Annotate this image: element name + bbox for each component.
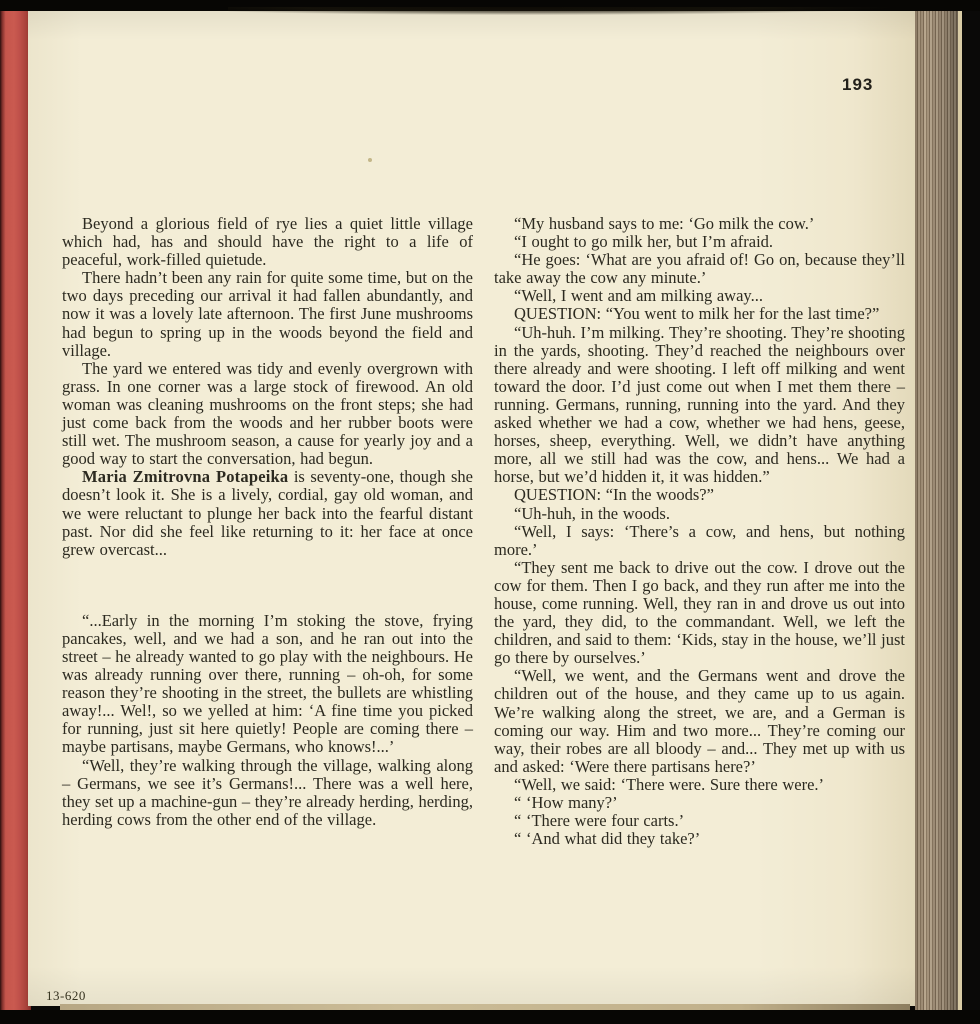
paragraph: The yard we entered was tidy and evenly overgrown with grass. In one corner was a large stock of firewood. An old woman was cleaning mushrooms on the front steps; she had just come back from the woods and her rubber boots were still wet. The mushroom season, a cause for yearly joy and a good way to start the conversation, had begun. xyxy=(62,358,473,469)
paragraph: “...Early in the morning I’m stoking the stove, frying pancakes, well, and we had a son, and he ran out into the street – he already wanted to go play with the neighbours. He was already running over there, running – oh-oh, for some reason they’re shooting in the street, the bullets are whistling away!... Wel!, so we yelled at him: ‘A fine time you picked for running, just sit here quietly! People are coming there – maybe partisans, maybe Germans, who knows!...’ xyxy=(62,610,473,757)
paragraph: “Well, they’re walking through the village, walking along – Germans, we see it’s Germans!... There was a well here, they set up a machine-gun – they’re already herding, herding, herding cows from the other end of the village. xyxy=(62,755,473,829)
paragraph: “I ought to go milk her, but I’m afraid. xyxy=(514,232,774,252)
column-left xyxy=(62,215,473,848)
bottom-shadow-strip xyxy=(0,1010,980,1024)
paragraph: QUESTION: “In the woods?” xyxy=(514,485,714,505)
page-number: 193 xyxy=(842,75,874,94)
paragraph: There hadn’t been any rain for quite some time, but on the two days preceding our arrival it had fallen abundantly, and now it was a lovely late afternoon. The first June mushrooms had begun to spring up in the woods beyond the field and village. xyxy=(62,268,473,360)
paragraph: QUESTION: “You went to milk her for the last time?” xyxy=(514,304,880,324)
paragraph: “Uh-huh. I’m milking. They’re shooting. They’re shooting in the yards, shooting. They’d reached the neighbours over there already and were shooting. I left off milking and went toward the door. I’d just come out when I met them there – running. Germans, running, running into the yard. And they asked whether we had a cow, whether we had hens, geese, horses, sheep, everything. Well, we didn’t have anything more, all we still had was the cow, and hens... We had a horse, but we’d hidden it, it was hidden.” xyxy=(494,322,905,487)
paragraph: “Uh-huh, in the woods. xyxy=(514,503,670,523)
paragraph: Beyond a glorious field of rye lies a quiet little village which had, has and should have the right to a life of peaceful, work-filled quietude. xyxy=(62,214,473,270)
paragraph: “My husband says to me: ‘Go milk the cow.’ xyxy=(514,214,815,233)
paragraph: Maria Zmitrovna Potapeika is seventy-one, though she doesn’t look it. She is a lively, cordial, gay old woman, and we were reluctant to plunge her back into the fearful distant past. Nor did she feel like returning to it: her face at once grew overcast... xyxy=(62,467,473,559)
paragraph: “ ‘How many?’ xyxy=(514,793,618,812)
book-spine xyxy=(0,8,31,1010)
page-sheet xyxy=(28,10,915,1006)
paragraph: “Well, we went, and the Germans went and drove the children out of the house, and they came up to us again. We’re walking along the street, we are, and a German is coming our way. Him and two more... They’re coming our way, their robes are all bloody – and... They met up with us and asked: ‘Were there partisans here?’ xyxy=(494,666,905,776)
paragraph: “Well, I went and am milking away... xyxy=(514,286,763,306)
interviewee-name: Maria Zmitrovna Potapeika xyxy=(82,467,289,487)
paragraph: “Well, we said: ‘There were. Sure there were.’ xyxy=(514,774,825,794)
page-edges-right xyxy=(915,8,962,1010)
paragraph: “They sent me back to drive out the cow. I drove out the cow for them. Then I go back, and they run after me into the house, come running. Well, they ran in and drove us out into the yard, they did, to the commandant. Well, we left the children, and said to them: ‘Kids, stay in the house, we’ll just go there by ourselves.’ xyxy=(494,557,905,668)
paper-speckle xyxy=(368,158,372,162)
printer-signature-mark: 13-620 xyxy=(46,988,86,1003)
paragraph: “ ‘And what did they take?’ xyxy=(514,829,701,849)
paragraph: “He goes: ‘What are you afraid of! Go on, because they’ll take away the cow any minute.’ xyxy=(494,250,905,288)
paragraph: “Well, I says: ‘There’s a cow, and hens, but nothing more.’ xyxy=(494,521,905,559)
paragraph: “ ‘There were four carts.’ xyxy=(514,811,685,831)
column-right xyxy=(494,215,905,848)
top-smudge xyxy=(228,7,890,15)
text-columns xyxy=(62,215,905,848)
